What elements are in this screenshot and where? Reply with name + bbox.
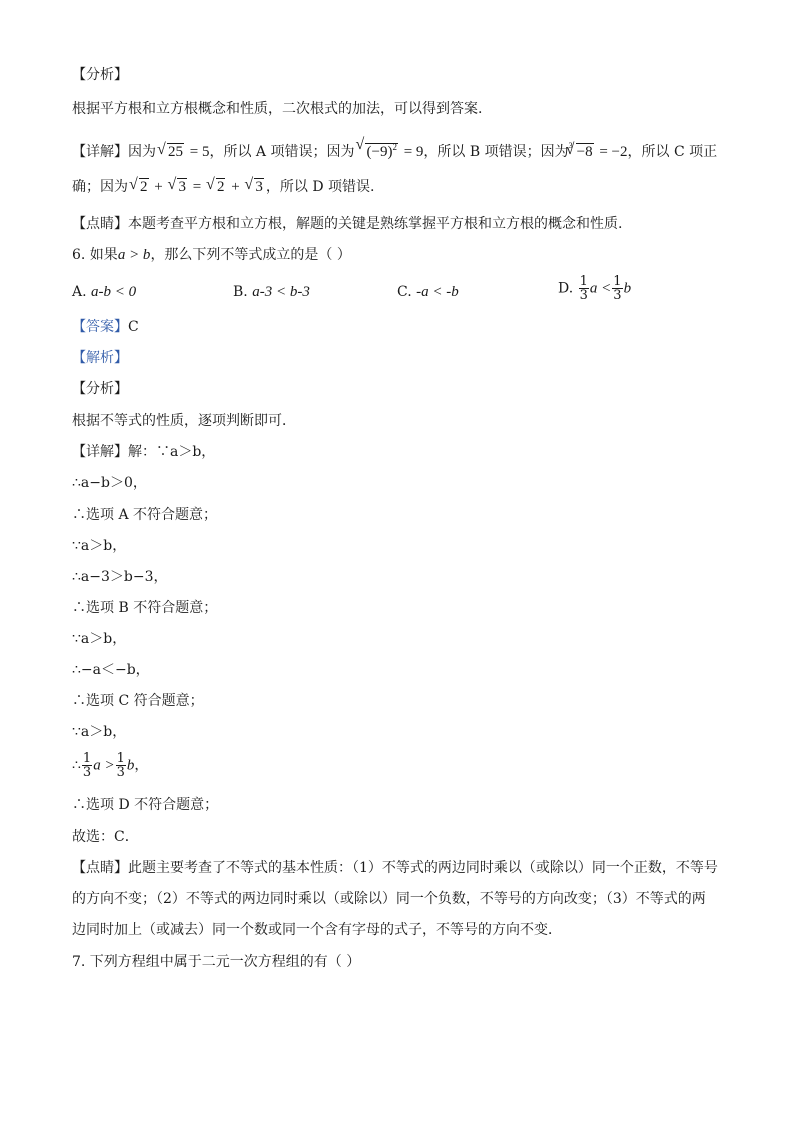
question-6-stem: 6. 如果a > b，那么下列不等式成立的是（ ） <box>72 247 351 263</box>
answer-value: C <box>128 319 139 335</box>
detail-text: ，所以 A 项错误；因为 <box>209 144 355 160</box>
explain-heading: 【解析】 <box>72 350 128 366</box>
detail-step: ∵a＞b， <box>72 724 127 740</box>
detail-step: ∵a＞b， <box>72 631 127 647</box>
analysis-text: 根据不等式的性质，逐项判断即可． <box>72 413 296 429</box>
answer-line <box>72 318 734 336</box>
conclusion: 故选：C． <box>72 829 139 845</box>
detail-step: ∴选项 A 不符合题意； <box>72 507 218 523</box>
option-a: A. a-b < 0 <box>72 284 137 300</box>
option-c: C. -a < -b <box>397 284 459 300</box>
analysis-heading: 【分析】 <box>72 381 128 397</box>
sqrt-sum-expression: √ 2 + √ 3 = √ 2 + √ 3 <box>128 179 266 195</box>
detail-heading: 【详解】 <box>72 444 128 460</box>
detail-text: ，所以 D 项错误. <box>265 179 375 195</box>
question-7-stem: 7. 下列方程组中属于二元一次方程组的有（ ） <box>72 954 361 970</box>
comment-text: 边同时加上（或减去）同一个数或同一个含有字母的式子，不等号的方向不变． <box>72 922 562 938</box>
analysis-heading: 【分析】 <box>72 67 128 83</box>
detail-heading: 【详解】 <box>72 144 128 160</box>
detail-step: ∵a＞b， <box>72 538 127 554</box>
detail-text: ，所以 C 项正 <box>627 144 718 160</box>
question-6-options <box>72 274 734 313</box>
detail-text: ，所以 B 项错误；因为 <box>423 144 569 160</box>
option-b: B. a-3 < b-3 <box>233 284 310 300</box>
answer-heading: 【答案】 <box>72 319 128 335</box>
detail-step: ∴a−3＞b−3， <box>72 569 168 585</box>
detail-step: ∴选项 D 不符合题意； <box>72 797 219 813</box>
analysis-text: 根据平方根和立方根概念和性质，二次根式的加法，可以得到答案. <box>72 101 483 117</box>
detail-step: ∴选项 B 不符合题意； <box>72 600 218 616</box>
option-d: D. $\frac{1}{3}$ a < $\frac{1}{3}$ b <box>558 274 632 303</box>
detail-step: ∴a−b＞0， <box>72 475 147 491</box>
comment-line <box>72 215 734 233</box>
detail-step: 【详解】解：∵a＞b， <box>72 444 216 460</box>
comment-heading: 【点睛】 <box>72 216 128 232</box>
sqrt-expression: √ $(-9)^2 = 9$ <box>354 144 423 160</box>
comment-text: 此题主要考查了不等式的基本性质：（1）不等式的两边同时乘以（或除以）同一个正数，不等号 <box>128 860 718 876</box>
detail-step: ∴−a＜−b， <box>72 662 150 678</box>
sqrt-expression: √ 25 = 5 <box>156 144 209 160</box>
detail-text: 确；因为 <box>72 179 128 195</box>
comment-text: 本题考查平方根和立方根，解题的关键是熟练掌握平方根和立方根的概念和性质. <box>128 216 623 232</box>
detail-line-1 <box>72 137 734 161</box>
detail-line-2 <box>72 178 734 196</box>
detail-step-fraction: ∴ $\frac{1}{3}$ a > $\frac{1}{3}$ b， <box>72 751 149 780</box>
comment-text: 的方向不变；（2）不等式的两边同时乘以（或除以）同一个负数，不等号的方向改变；（3）不等式的两 <box>72 891 706 907</box>
detail-step: ∴选项 C 符合题意； <box>72 693 204 709</box>
cube-root-expression: $^3$√ −8 = −2 <box>569 144 628 160</box>
comment-heading: 【点睛】 <box>72 860 128 876</box>
detail-text: 因为 <box>128 144 156 160</box>
comment-line <box>72 859 734 877</box>
